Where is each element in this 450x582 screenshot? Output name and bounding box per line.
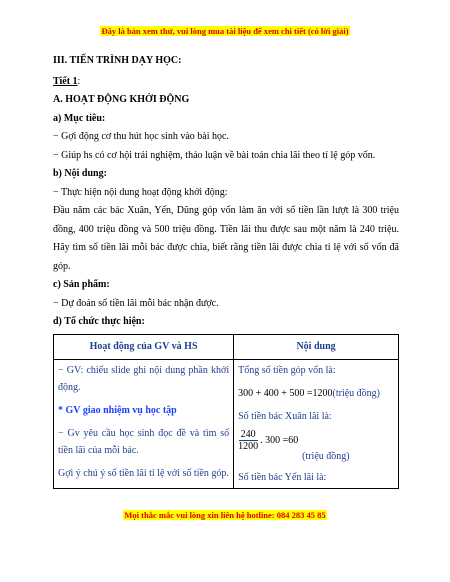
activity-task-heading: * GV giao nhiệm vụ học tập — [58, 404, 177, 416]
goal-item-1: − Gợi động cơ thu hút học sinh vào bài học. — [53, 131, 229, 142]
hotline-footer — [0, 510, 450, 520]
xuan-unit: (triệu đồng) — [302, 450, 350, 462]
lesson-line — [53, 73, 399, 92]
section-title: III. TIẾN TRÌNH DẠY HỌC: — [53, 55, 182, 66]
part-a-heading: A. HOẠT ĐỘNG KHỞI ĐỘNG — [53, 94, 190, 105]
document-body — [53, 52, 399, 489]
hotline-text: Mọi thắc mắc vui lòng xin liên hệ hotline: 084 283 45 85 — [124, 510, 326, 520]
content-cell — [234, 359, 399, 488]
lesson-label: Tiết 1 — [53, 75, 78, 87]
product-item-1: − Dự đoán số tiền lãi mỗi bác nhận được. — [53, 297, 219, 309]
goal-heading: a) Mục tiêu: — [53, 112, 106, 124]
content-r4 — [238, 429, 394, 465]
product-heading: c) Sản phẩm: — [53, 279, 110, 290]
table-header-content: Nội dung — [234, 334, 399, 359]
content-heading: b) Nội dung: — [53, 168, 107, 179]
fraction-numerator: 240 — [240, 428, 256, 440]
fraction — [238, 429, 258, 452]
table-header-row — [54, 334, 399, 359]
sum-expression: 300 + 400 + 500 =1200 — [238, 387, 333, 399]
content-r1: Tổng số tiền góp vốn là: — [238, 364, 336, 376]
content-r3: Số tiền bác Xuân lãi là: — [238, 410, 332, 422]
content-item-1: − Thực hiện nội dung hoạt động khởi động: — [53, 186, 228, 198]
content-r5: Số tiền bác Yến lãi là: — [238, 471, 327, 483]
table-row — [54, 359, 399, 488]
content-problem: Đầu năm các bác Xuân, Yến, Dũng góp vốn làm ăn với số tiền lần lượt là 300 triệu đồng, 400 triệu đồng và 500 triệu đồng. Tiền lãi thu được sau một năm là 240 triệu. Hãy tìm số tiền lãi mỗi bác được chia, biết rằng tiền lãi được chia tỉ lệ với số vốn đã góp. — [53, 205, 399, 272]
activity-p2: − Gv yêu cầu học sinh đọc đề và tìm số tiền lãi của mỗi bác. — [58, 427, 230, 456]
activity-p1: − GV: chiếu slide ghi nội dung phần khởi động. — [58, 364, 230, 393]
activity-p3: Gợi ý chú ý số tiền lãi tỉ lệ với số tiền góp. — [58, 467, 229, 479]
table-header-activity: Hoạt động của GV và HS — [54, 334, 234, 359]
activity-cell — [54, 359, 234, 488]
preview-banner — [0, 26, 450, 36]
xuan-expression: . 300 =60 — [260, 434, 299, 446]
content-r2 — [238, 385, 394, 402]
lesson-colon: : — [77, 75, 81, 87]
preview-banner-text: Đây là bản xem thử, vui lòng mua tài liệu để xem chi tiết (có lời giải) — [101, 26, 349, 36]
fraction-denominator: 1200 — [238, 440, 259, 452]
goal-item-2: − Giúp hs có cơ hội trải nghiệm, thảo luận về bài toán chia lãi theo tỉ lệ góp vốn. — [53, 149, 376, 161]
org-heading: d) Tổ chức thực hiện: — [53, 316, 145, 327]
activity-table — [53, 334, 399, 489]
sum-unit: (triệu đồng) — [332, 387, 381, 399]
